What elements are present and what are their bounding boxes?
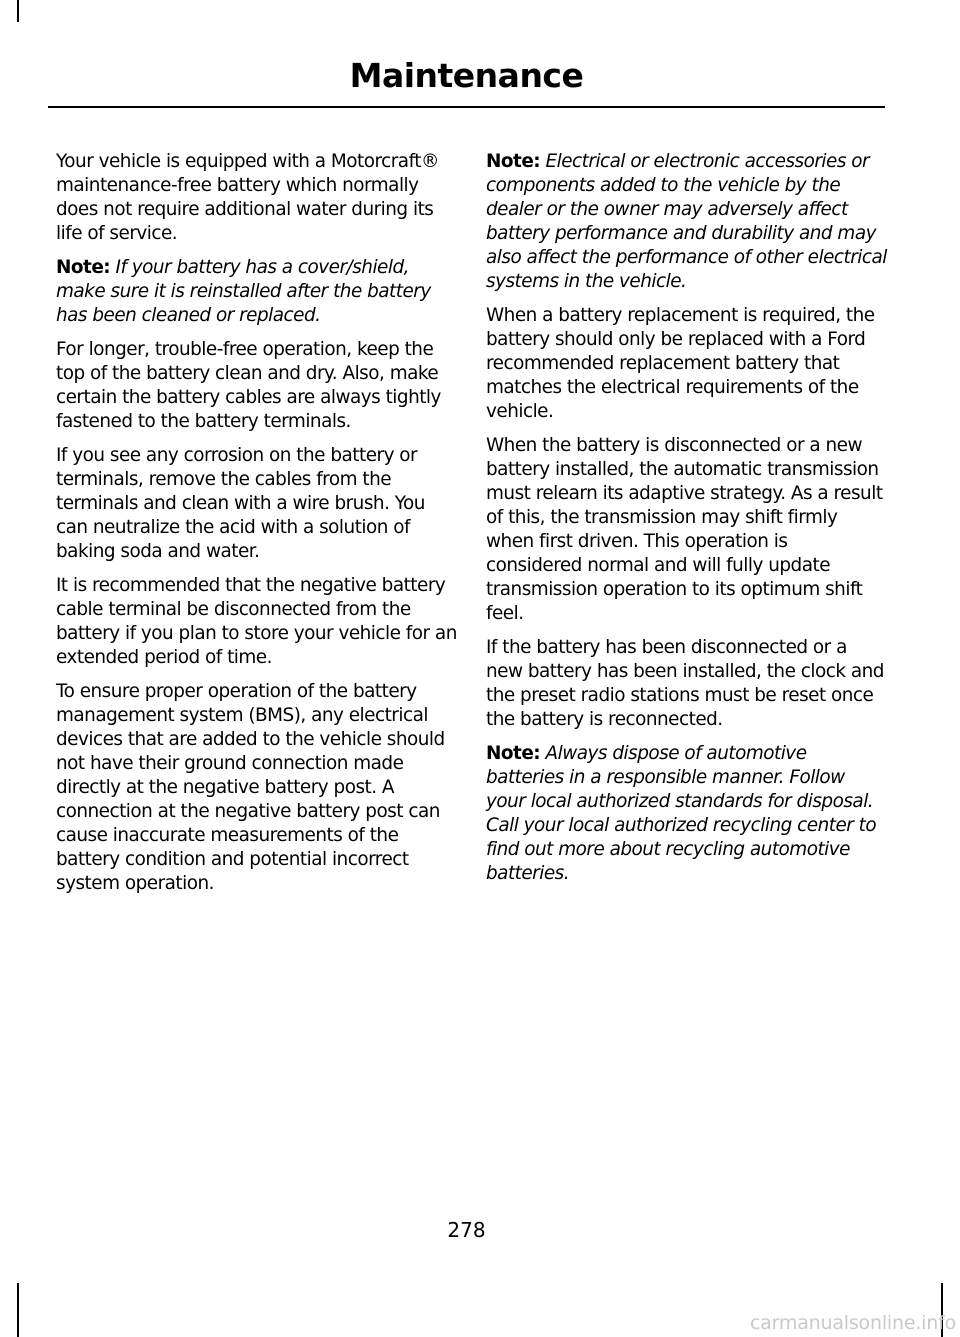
note-label: Note: <box>486 743 541 764</box>
note-label: Note: <box>56 257 111 278</box>
note-battery-cover <box>56 256 461 328</box>
note-text: Always dispose of automotive batteries in a responsible manner. Follow your local authorized standards for disposal. Call your local authorized recycling center to find out more about recycling automotive batteries. <box>486 743 877 884</box>
paragraph-transmission-relearn: When the battery is disconnected or a new battery installed, the automatic transmission must relearn its adaptive strategy. As a result of this, the transmission may shift firmly when first driven. This operation is considered normal and will fully update transmission operation to its optimum shift feel. <box>486 435 883 624</box>
header-divider <box>48 106 885 108</box>
paragraph-battery-replacement: When a battery replacement is required, the battery should only be replaced with a Ford recommended replacement battery that matches the electrical requirements of the vehicle. <box>486 305 875 422</box>
note-text: If your battery has a cover/shield, make sure it is reinstalled after the battery has been cleaned or replaced. <box>56 257 431 326</box>
note-text: Electrical or electronic accessories or components added to the vehicle by the dealer or the owner may adversely affect battery performance and durability and may also affect the performance of other electrical systems in the vehicle. <box>486 151 887 292</box>
paragraph-keep-battery-clean: For longer, trouble-free operation, keep the top of the battery clean and dry. Also, make certain the battery cables are always tightly fastened to the battery terminals. <box>56 339 441 432</box>
page-number: 278 <box>447 1218 486 1242</box>
left-column <box>56 150 461 906</box>
paragraph-battery-management-system: To ensure proper operation of the battery management system (BMS), any electrical devices that are added to the vehicle should not have their ground connection made directly at the negative battery post. A connection at the negative battery post can cause inaccurate measurements of the battery condition and potential incorrect system operation. <box>56 681 445 894</box>
note-battery-disposal <box>486 742 888 886</box>
right-column <box>486 150 888 896</box>
paragraph-corrosion: If you see any corrosion on the battery or terminals, remove the cables from the terminals and clean with a wire brush. You can neutralize the acid with a solution of baking soda and water. <box>56 445 425 562</box>
watermark: carmanualsonline.info <box>749 1312 956 1334</box>
note-label: Note: <box>486 151 541 172</box>
paragraph-clock-radio-reset: If the battery has been disconnected or a new battery has been installed, the clock and the preset radio stations must be reset once the battery is reconnected. <box>486 637 884 730</box>
page-title: Maintenance <box>349 56 584 95</box>
crop-mark-top-left <box>17 0 19 22</box>
crop-mark-bottom-left <box>17 1283 19 1337</box>
paragraph-maintenance-free-battery: Your vehicle is equipped with a Motorcraft® maintenance-free battery which normally does not require additional water during its life of service. <box>56 151 439 244</box>
paragraph-disconnect-for-storage: It is recommended that the negative battery cable terminal be disconnected from the battery if you plan to store your vehicle for an extended period of time. <box>56 575 457 668</box>
note-electrical-accessories <box>486 150 888 294</box>
